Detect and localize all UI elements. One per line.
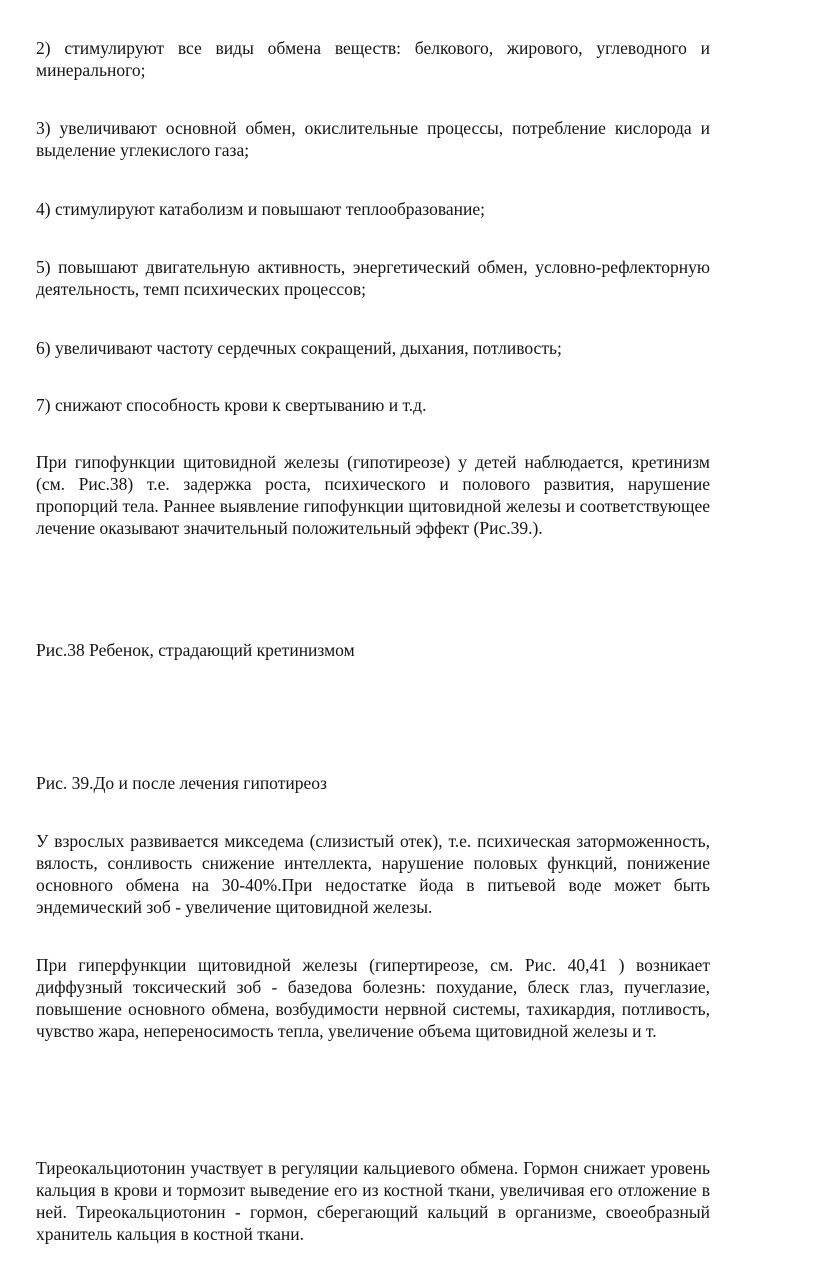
paragraph-hyperfunction: При гиперфункции щитовидной железы (гипертиреозе, см. Рис. 40,41 ) возникает диффузный токсический зоб - базедова болезнь: похудание, блеск глаз, пучеглазие, повышение основного обмена, возбудимости нервной системы, тахикардия, потливость, чувство жара, непереносимость тепла, увеличение объема щитовидной железы и т. [36,955,710,1041]
list-item-2: 2) стимулируют все виды обмена веществ: белкового, жирового, углеводного и минерального; [36,38,710,80]
figure-caption-39: Рис. 39.До и после лечения гипотиреоз [36,773,327,793]
figure-caption-38: Рис.38 Ребенок, страдающий кретинизмом [36,640,355,660]
list-item-5: 5) повышают двигательную активность, энергетический обмен, условно-рефлекторную деятельность, темп психических процессов; [36,257,710,299]
paragraph-thyrocalcitonin: Тиреокальциотонин участвует в регуляции кальциевого обмена. Гормон снижает уровень кальция в крови и тормозит выведение его из костной ткани, увеличивая его отложение в ней. Тиреокальциотонин - гормон, сберегающий кальций в организме, своеобразный хранитель кальция в костной ткани. [36,1158,710,1244]
list-item-7: 7) снижают способность крови к свертыванию и т.д. [36,395,427,415]
document-page [36,0,710,1282]
list-item-4: 4) стимулируют катаболизм и повышают теплообразование; [36,199,485,219]
list-item-6: 6) увеличивают частоту сердечных сокращений, дыхания, потливость; [36,338,562,358]
paragraph-hypofunction: При гипофункции щитовидной железы (гипотиреозе) у детей наблюдается, кретинизм (см. Рис.38) т.е. задержка роста, психического и полового развития, нарушение пропорций тела. Раннее выявление гипофункции щитовидной железы и соответствующее лечение оказывают значительный положительный эффект (Рис.39.). [36,452,710,538]
paragraph-myxedema: У взрослых развивается микседема (слизистый отек), т.е. психическая заторможенность, вялость, сонливость снижение интеллекта, нарушение половых функций, понижение основного обмена на 30-40%.При недостатке йода в питьевой воде может быть эндемический зоб - увеличение щитовидной железы. [36,831,710,917]
list-item-3: 3) увеличивают основной обмен, окислительные процессы, потребление кислорода и выделение углекислого газа; [36,118,710,160]
